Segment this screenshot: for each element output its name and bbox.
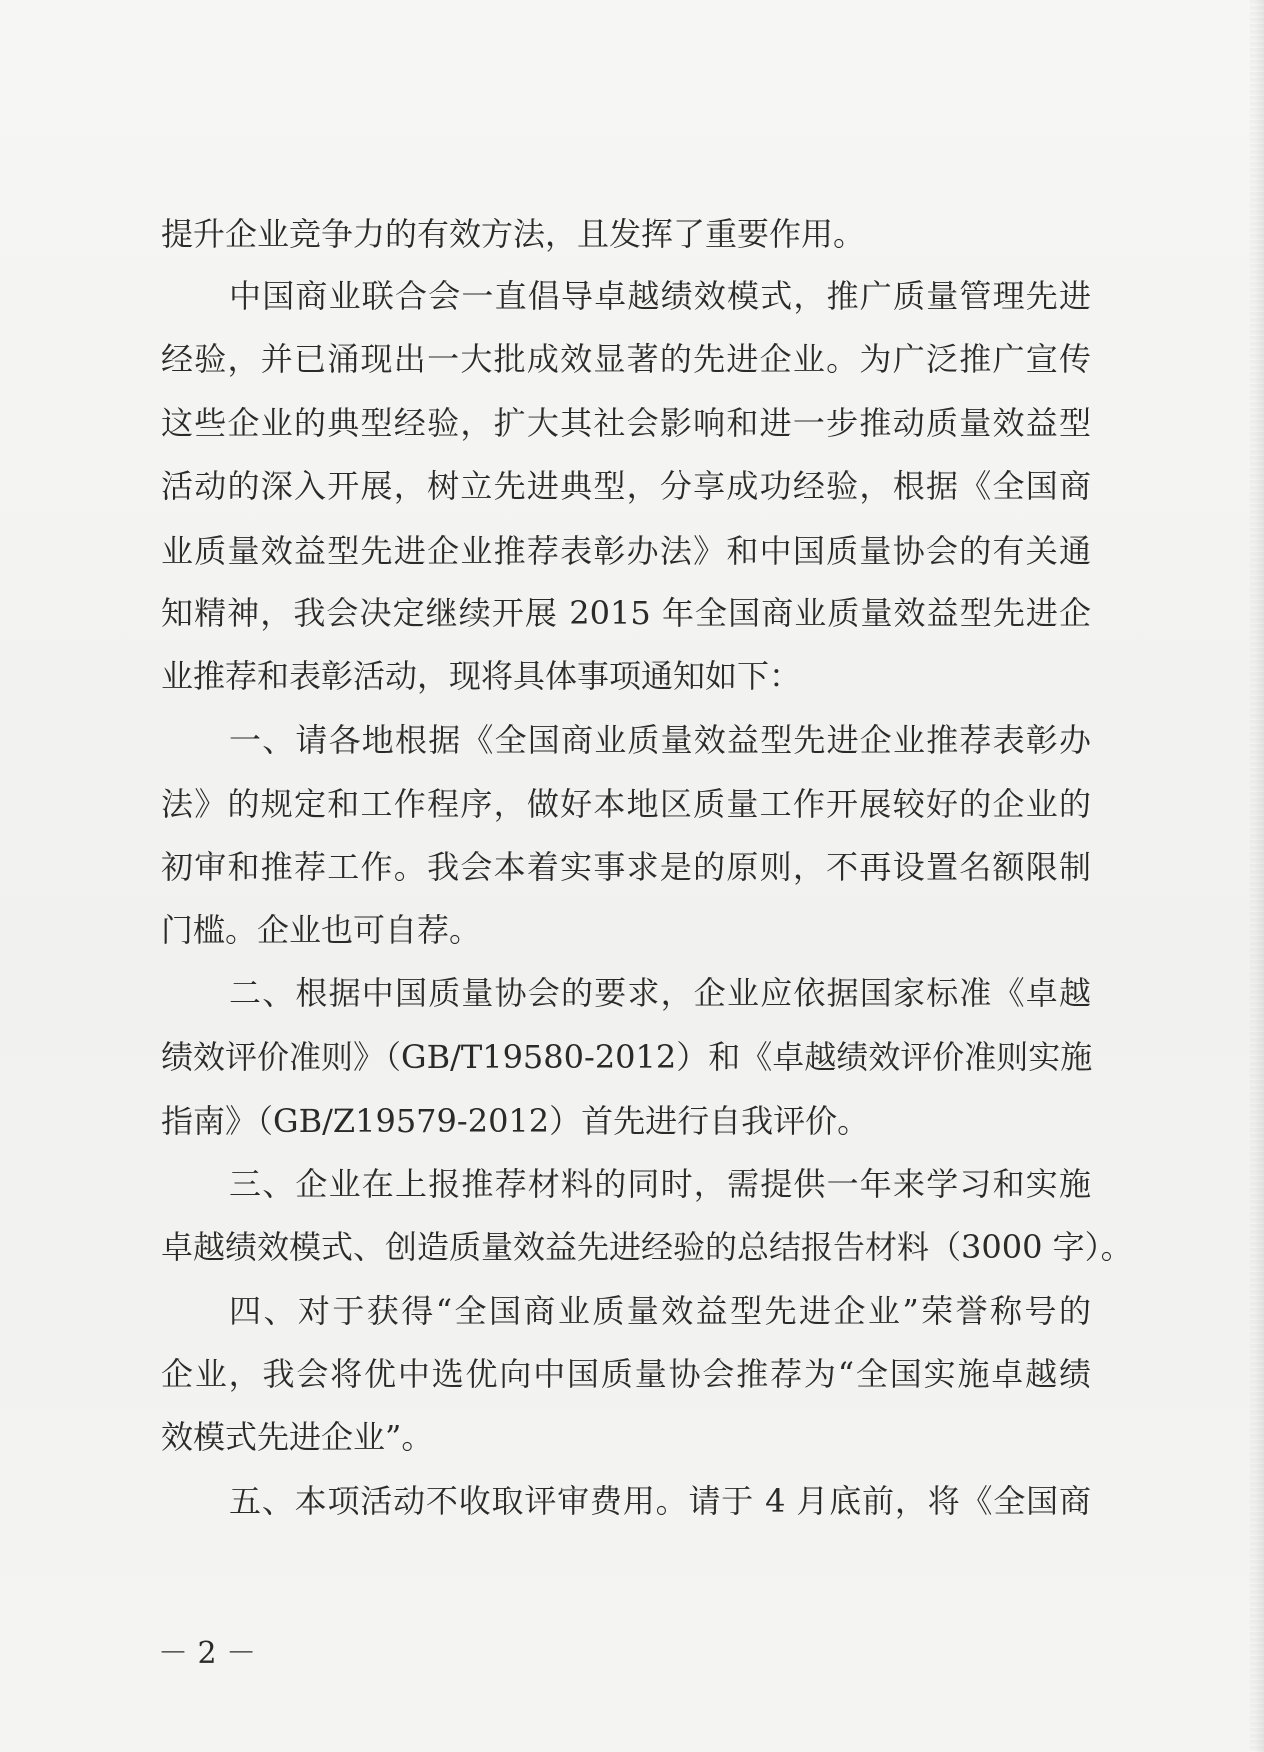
body-text-line: 效模式先进企业”。 xyxy=(161,1418,434,1456)
body-text-line: 中国商业联合会一直倡导卓越绩效模式，推广质量管理先进 xyxy=(229,277,1091,315)
body-text-line: 二、根据中国质量协会的要求，企业应依据国家标准《卓越 xyxy=(229,974,1091,1012)
body-text-line: 这些企业的典型经验，扩大其社会影响和进一步推动质量效益型 xyxy=(161,404,1091,442)
page-number: － 2 － xyxy=(158,1636,257,1671)
body-text-line: 经验，并已涌现出一大批成效显著的先进企业。为广泛推广宣传 xyxy=(161,340,1091,378)
body-text-line: 业推荐和表彰活动，现将具体事项通知如下： xyxy=(161,657,802,695)
body-text-line: 指南》（GB/Z19579-2012）首先进行自我评价。 xyxy=(161,1102,870,1140)
body-text-line: 活动的深入开展，树立先进典型，分享成功经验，根据《全国商 xyxy=(161,467,1091,505)
body-text-line: 门槛。企业也可自荐。 xyxy=(161,911,482,949)
body-text-line: 业质量效益型先进企业推荐表彰办法》和中国质量协会的有关通 xyxy=(161,532,1091,570)
scan-border xyxy=(1254,0,1264,1752)
body-text-line: 一、请各地根据《全国商业质量效益型先进企业推荐表彰办 xyxy=(229,721,1091,759)
body-text-line: 企业，我会将优中选优向中国质量协会推荐为“全国实施卓越绩 xyxy=(161,1355,1091,1393)
body-text-line: 绩效评价准则》（GB/T19580-2012）和《卓越绩效评价准则实施 xyxy=(161,1038,1093,1076)
body-text-line: 知精神，我会决定继续开展 2015 年全国商业质量效益型先进企 xyxy=(161,594,1091,632)
body-text-line: 初审和推荐工作。我会本着实事求是的原则，不再设置名额限制 xyxy=(161,848,1091,886)
body-text-line: 三、企业在上报推荐材料的同时，需提供一年来学习和实施 xyxy=(229,1165,1091,1203)
body-text-line: 法》的规定和工作程序，做好本地区质量工作开展较好的企业的 xyxy=(161,785,1091,823)
body-text-line: 提升企业竞争力的有效方法，且发挥了重要作用。 xyxy=(161,215,866,253)
body-text-line: 四、对于获得“全国商业质量效益型先进企业”荣誉称号的 xyxy=(229,1292,1091,1330)
body-text-line: 卓越绩效模式、创造质量效益先进经验的总结报告材料（3000 字）。 xyxy=(161,1228,1133,1266)
body-text-line: 五、本项活动不收取评审费用。请于 4 月底前，将《全国商 xyxy=(229,1482,1091,1520)
